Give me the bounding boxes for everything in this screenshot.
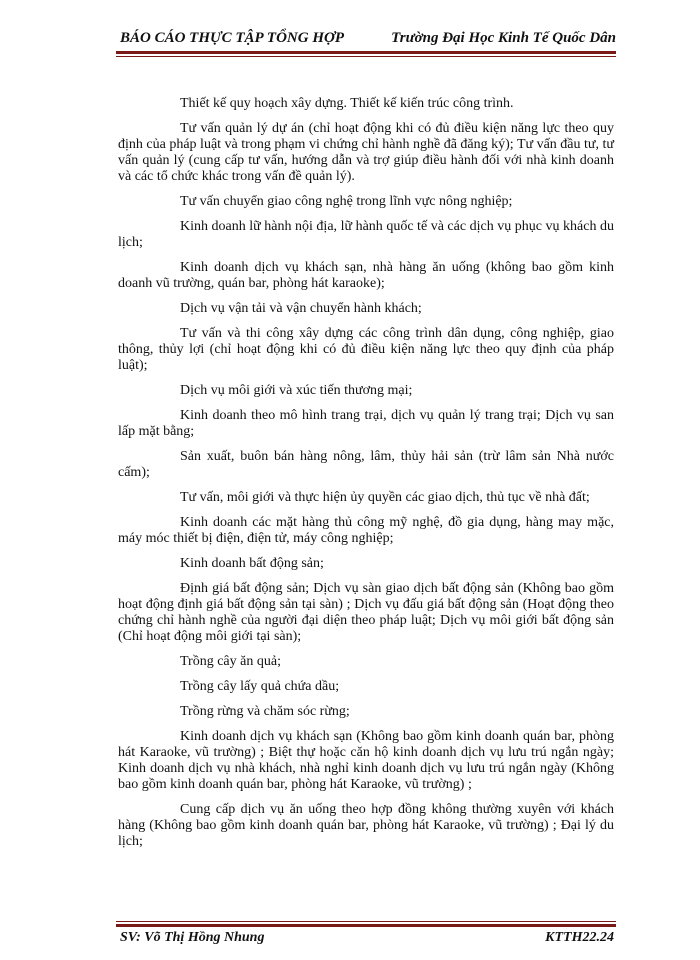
- paragraph: Tư vấn, môi giới và thực hiện ủy quyền các giao dịch, thủ tục về nhà đất;: [180, 490, 590, 505]
- paragraph: Trồng cây lấy quả chứa dầu;: [180, 679, 340, 694]
- header-university-name: Trường Đại Học Kinh Tế Quốc Dân: [391, 30, 616, 46]
- paragraph: Tư vấn quản lý dự án (chỉ hoạt động khi có đủ điều kiện năng lực theo quy định của pháp luật và trong phạm vi chứng chỉ hành nghề đã đăng ký); Tư vấn đầu tư, tư vấn quản lý (cung cấp tư vấn, hướng dẫn và trợ giúp điều hành đối với nhà kinh doanh và các tổ chức khác trong vấn đề quản lý).: [118, 121, 614, 184]
- paragraph: Định giá bất động sản; Dịch vụ sàn giao dịch bất động sản (Không bao gồm hoạt động định giá bất động sản tại sàn) ; Dịch vụ đấu giá bất động sản (Hoạt động theo chứng chỉ hành nghề của người đại diện theo pháp luật; Dịch vụ môi giới bất động sản (Chỉ hoạt động môi giới tại sàn);: [118, 581, 614, 644]
- paragraph: Tư vấn và thi công xây dựng các công trình dân dụng, công nghiệp, giao thông, thủy lợi (chỉ hoạt động khi có đủ điều kiện năng lực theo quy định của pháp luật);: [118, 326, 614, 373]
- paragraph: Trồng cây ăn quả;: [180, 654, 281, 669]
- paragraph: Kinh doanh các mặt hàng thủ công mỹ nghệ, đồ gia dụng, hàng may mặc, máy móc thiết bị điện, điện tử, máy công nghiệp;: [118, 515, 614, 546]
- paragraph: Kinh doanh theo mô hình trang trại, dịch vụ quản lý trang trại; Dịch vụ san lấp mặt bằng;: [118, 408, 614, 439]
- paragraph: Sản xuất, buôn bán hàng nông, lâm, thủy hải sản (trừ lâm sản Nhà nước cấm);: [118, 449, 614, 480]
- document-body: [118, 96, 614, 859]
- footer-student-name: SV: Võ Thị Hồng Nhung: [120, 930, 265, 945]
- paragraph: Dịch vụ môi giới và xúc tiến thương mại;: [180, 383, 413, 398]
- paragraph: Trồng rừng và chăm sóc rừng;: [180, 704, 350, 719]
- paragraph: Cung cấp dịch vụ ăn uống theo hợp đồng không thường xuyên với khách hàng (Không bao gồm kinh doanh quán bar, phòng hát Karaoke, vũ trường) ; Đại lý du lịch;: [118, 802, 614, 849]
- footer-divider: [116, 921, 616, 927]
- paragraph: Kinh doanh dịch vụ khách sạn, nhà hàng ăn uống (không bao gồm kinh doanh vũ trường, quán bar, phòng hát karaoke);: [118, 260, 614, 291]
- paragraph: Dịch vụ vận tải và vận chuyển hành khách;: [180, 301, 422, 316]
- page-footer: [120, 930, 614, 950]
- paragraph: Kinh doanh lữ hành nội địa, lữ hành quốc tế và các dịch vụ phục vụ khách du lịch;: [118, 219, 614, 250]
- header-divider: [116, 51, 616, 57]
- paragraph: Tư vấn chuyển giao công nghệ trong lĩnh vực nông nghiệp;: [180, 194, 513, 209]
- header-report-title: BÁO CÁO THỰC TẬP TỔNG HỢP: [120, 30, 344, 46]
- paragraph: Kinh doanh dịch vụ khách sạn (Không bao gồm kinh doanh quán bar, phòng hát Karaoke, vũ trường) ; Biệt thự hoặc căn hộ kinh doanh dịch vụ lưu trú ngắn ngày; Kinh doanh dịch vụ nhà khách, nhà nghỉ kinh doanh dịch vụ lưu trú ngắn ngày (Không bao gồm kinh doanh quán bar, phòng hát Karaoke, vũ trường) ;: [118, 729, 614, 792]
- paragraph: Thiết kế quy hoạch xây dựng. Thiết kế kiến trúc công trình.: [180, 96, 514, 111]
- page-header: [120, 30, 616, 52]
- footer-class-code: KTTH22.24: [545, 930, 614, 945]
- paragraph: Kinh doanh bất động sản;: [180, 556, 324, 571]
